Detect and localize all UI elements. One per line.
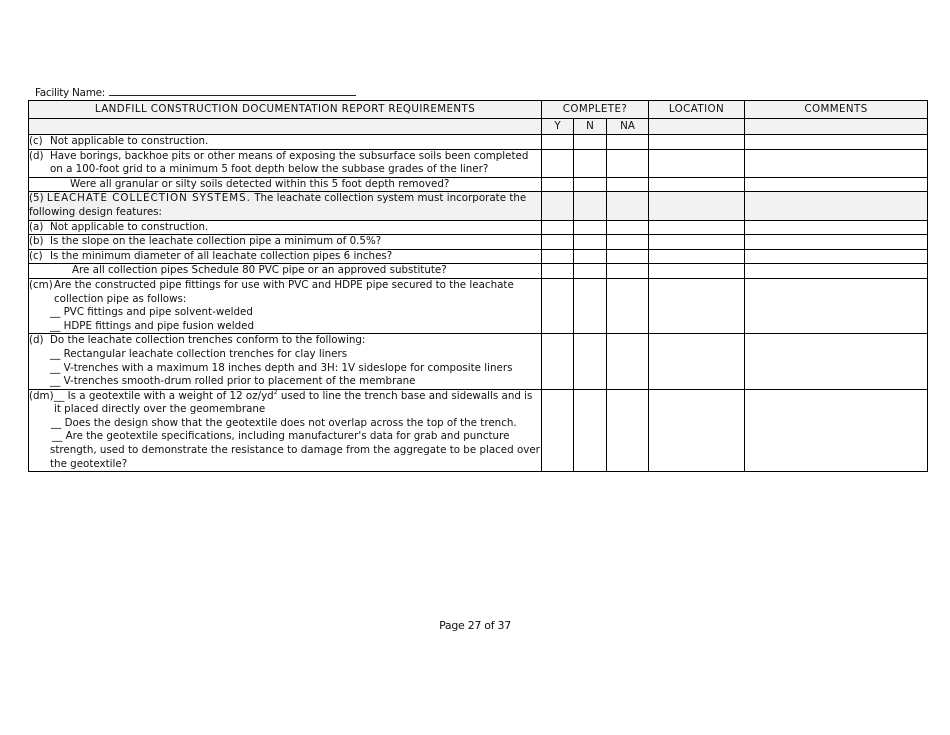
location-cell[interactable]	[649, 334, 745, 389]
header-comments: COMMENTS	[745, 101, 928, 119]
facility-name-blank[interactable]	[109, 86, 356, 96]
requirement-cell	[29, 334, 542, 389]
check-n[interactable]	[574, 278, 607, 333]
comments-cell[interactable]	[745, 389, 928, 472]
location-cell[interactable]	[649, 235, 745, 250]
superscript: 2	[273, 388, 278, 396]
check-n[interactable]	[574, 220, 607, 235]
header-na: NA	[607, 119, 649, 135]
requirement-cell	[29, 177, 542, 192]
item-label: (d)	[29, 334, 44, 347]
check-na[interactable]	[607, 235, 649, 250]
item-label: (d)	[29, 149, 44, 162]
comments-cell[interactable]	[745, 334, 928, 389]
page-number: Page 27 of 37	[439, 619, 511, 632]
requirement-cell	[29, 135, 542, 150]
location-cell[interactable]	[649, 192, 745, 220]
item-text-part: used to line the trench base and sidewalls and is it placed directly over the geomembrane	[54, 389, 533, 416]
check-y[interactable]	[542, 135, 574, 150]
checklist-subitem: __ PVC fittings and pipe solvent-welded	[50, 306, 253, 319]
check-n[interactable]	[574, 249, 607, 264]
subheader-blank	[29, 119, 542, 135]
table-row	[29, 235, 928, 250]
table-row	[29, 334, 928, 389]
item-text: Were all granular or silty soils detected within this 5 foot depth removed?	[70, 177, 450, 190]
check-y[interactable]	[542, 264, 574, 279]
checklist-subitem: __ Are the geotextile specifications, including manufacturer's data for grab and puncture strength, used to demonstrate the resistance to damage from the aggregate to be placed over the geotextile?	[50, 430, 540, 470]
checklist-subitem: __ V-trenches with a maximum 18 inches depth and 3H: 1V sideslope for composite liners	[50, 361, 513, 374]
check-y[interactable]	[542, 334, 574, 389]
subheader-comments-blank	[745, 119, 928, 135]
section-heading-cell	[29, 192, 542, 220]
item-label: (c)	[29, 135, 43, 147]
table-row	[29, 389, 928, 472]
check-y[interactable]	[542, 249, 574, 264]
check-n[interactable]	[574, 235, 607, 250]
table-row	[29, 220, 928, 235]
item-label: (a)	[29, 220, 44, 233]
section-title: LEACHATE COLLECTION SYSTEMS.	[46, 192, 251, 205]
location-cell[interactable]	[649, 177, 745, 192]
header-requirements: LANDFILL CONSTRUCTION DOCUMENTATION REPORT REQUIREMENTS	[29, 101, 542, 119]
check-na[interactable]	[607, 264, 649, 279]
item-text: Is the minimum diameter of all leachate collection pipes 6 inches?	[50, 249, 393, 262]
header-row	[29, 101, 928, 119]
check-na[interactable]	[607, 192, 649, 220]
table-row	[29, 177, 928, 192]
comments-cell[interactable]	[745, 177, 928, 192]
checklist-subitem: __ HDPE fittings and pipe fusion welded	[50, 319, 255, 332]
check-y[interactable]	[542, 149, 574, 177]
requirement-cell	[29, 389, 542, 472]
item-text: Not applicable to construction.	[50, 220, 209, 233]
requirement-cell	[29, 264, 542, 279]
check-na[interactable]	[607, 278, 649, 333]
item-text: Are the constructed pipe fittings for use with PVC and HDPE pipe secured to the leachate collection pipe as follows:	[54, 278, 514, 305]
check-n[interactable]	[574, 177, 607, 192]
requirement-cell	[29, 220, 542, 235]
requirement-cell	[29, 235, 542, 250]
checklist-subitem: __ Does the design show that the geotextile does not overlap across the top of the trench.	[51, 416, 517, 429]
section-text: The leachate collection system must incorporate the following design features:	[29, 192, 527, 218]
header-complete: COMPLETE?	[542, 101, 649, 119]
section-row	[29, 192, 928, 220]
header-location: LOCATION	[649, 101, 745, 119]
item-text: Have borings, backhoe pits or other means of exposing the subsurface soils been completed on a 100-foot grid to a minimum 5 foot depth below the subbase grades of the liner?	[50, 149, 529, 176]
comments-cell[interactable]	[745, 192, 928, 220]
location-cell[interactable]	[649, 249, 745, 264]
facility-name-label: Facility Name:	[35, 87, 106, 99]
item-label: (dm)	[29, 389, 54, 402]
location-cell[interactable]	[649, 389, 745, 472]
comments-cell[interactable]	[745, 235, 928, 250]
check-n[interactable]	[574, 264, 607, 279]
item-text: Do the leachate collection trenches conform to the following:	[50, 334, 366, 347]
comments-cell[interactable]	[745, 220, 928, 235]
item-text: Not applicable to construction.	[50, 135, 209, 147]
requirements-table	[28, 100, 928, 472]
check-na[interactable]	[607, 334, 649, 389]
table-row	[29, 249, 928, 264]
item-text: Are all collection pipes Schedule 80 PVC pipe or an approved substitute?	[72, 264, 447, 277]
item-label: (cm)	[29, 278, 53, 291]
comments-cell[interactable]	[745, 249, 928, 264]
check-y[interactable]	[542, 235, 574, 250]
check-y[interactable]	[542, 192, 574, 220]
header-n: N	[574, 119, 607, 135]
checklist-subitem: __ V-trenches smooth-drum rolled prior to placement of the membrane	[50, 375, 416, 388]
requirement-cell	[29, 278, 542, 333]
requirement-cell	[29, 249, 542, 264]
comments-cell[interactable]	[745, 135, 928, 150]
item-text	[50, 390, 541, 417]
item-text: Is the slope on the leachate collection pipe a minimum of 0.5%?	[50, 235, 382, 248]
check-n[interactable]	[574, 334, 607, 389]
check-y[interactable]	[542, 177, 574, 192]
comments-cell[interactable]	[745, 264, 928, 279]
item-text-part: __ Is a geotextile with a weight of 12 oz/yd	[54, 389, 274, 402]
check-y[interactable]	[542, 220, 574, 235]
section-number: (5)	[29, 192, 44, 205]
checklist-subitem: __ Rectangular leachate collection trenches for clay liners	[50, 347, 348, 360]
table-row	[29, 149, 928, 177]
check-n[interactable]	[574, 192, 607, 220]
location-cell[interactable]	[649, 135, 745, 150]
item-label: (c)	[29, 249, 43, 262]
location-cell[interactable]	[649, 220, 745, 235]
check-y[interactable]	[542, 278, 574, 333]
check-na[interactable]	[607, 135, 649, 150]
header-y: Y	[542, 119, 574, 135]
facility-name-field	[35, 86, 356, 99]
table-row	[29, 135, 928, 150]
check-n[interactable]	[574, 389, 607, 472]
check-n[interactable]	[574, 135, 607, 150]
subheader-location-blank	[649, 119, 745, 135]
check-na[interactable]	[607, 177, 649, 192]
comments-cell[interactable]	[745, 278, 928, 333]
location-cell[interactable]	[649, 149, 745, 177]
subheader-row	[29, 119, 928, 135]
check-na[interactable]	[607, 149, 649, 177]
check-y[interactable]	[542, 389, 574, 472]
check-n[interactable]	[574, 149, 607, 177]
check-na[interactable]	[607, 389, 649, 472]
check-na[interactable]	[607, 249, 649, 264]
check-na[interactable]	[607, 220, 649, 235]
table-row	[29, 264, 928, 279]
table-row	[29, 278, 928, 333]
item-label: (b)	[29, 235, 44, 248]
location-cell[interactable]	[649, 278, 745, 333]
requirement-cell	[29, 149, 542, 177]
location-cell[interactable]	[649, 264, 745, 279]
comments-cell[interactable]	[745, 149, 928, 177]
